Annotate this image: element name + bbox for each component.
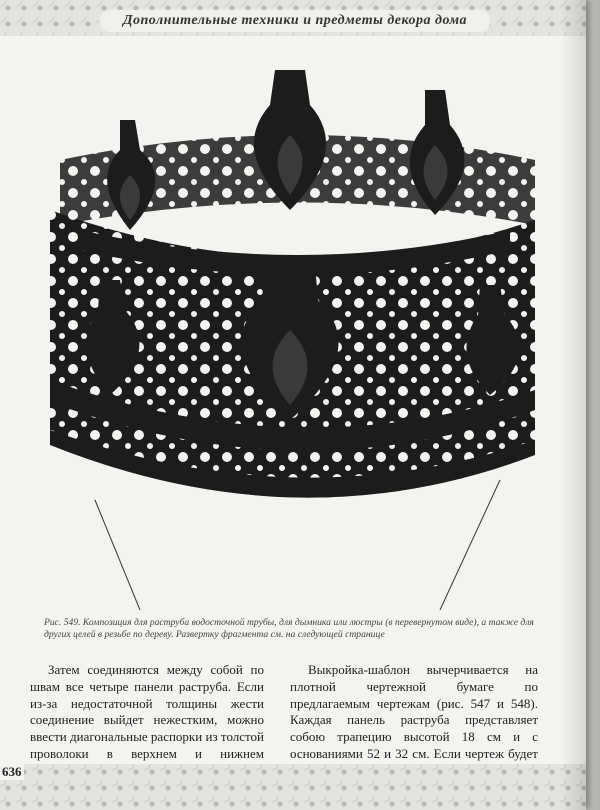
lace-border-bottom [0,764,586,810]
guide-line-right [440,480,500,610]
figure-caption-text: Композиция для раструба водосточной трубы, для дымника или люстры (в перевернутом виде), а также для других целей в резьбе по дереву. Развертку фрагмента см. на следующей странице [44,617,534,640]
crown-illustration [40,50,560,610]
binding-shadow [560,0,600,810]
page-number: 636 [2,764,22,779]
running-head: Дополнительные техники и предметы декора дома [122,13,468,28]
text-column-right [290,662,538,780]
text-column-left [30,662,264,780]
running-head-band [100,10,490,32]
guide-line-left [95,500,140,610]
figure-caption [44,617,544,641]
figure-caption-label: Рис. 549. [44,617,81,628]
paragraph-left: Затем соединяются между собой по швам все четыре панели раструба. Если из-за недостаточной толщины жести соединение выйдет нежестким, можно ввести диагональные распорки из толстой проволоки в верхнем и нижнем [30,662,264,761]
crown-drawing [40,50,560,610]
paragraph-right: Выкройка-шаблон вычерчивается на плотной чертежной бумаге по предлагаемым чертежам (рис. 547 и 548). Каждая панель раструба представляет собою трапецию высотой 18 см и с основаниями 52 и 32 см. Если чертеж будет [290,662,538,761]
